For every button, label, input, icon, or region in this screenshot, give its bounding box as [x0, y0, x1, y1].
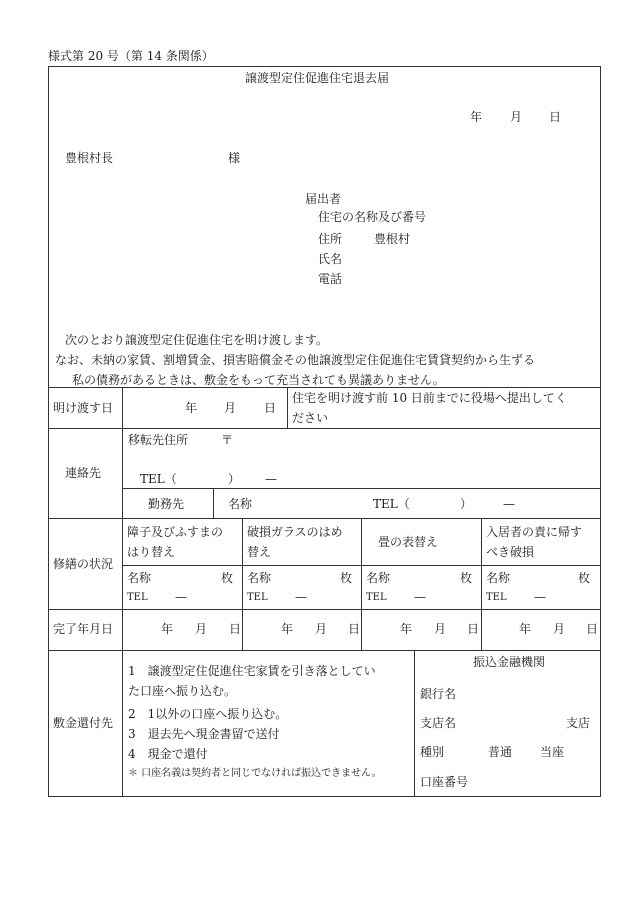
workplace-name-label: 名称	[228, 497, 253, 511]
date-month-label: 月	[510, 110, 523, 124]
completion-month-3: 月	[434, 622, 447, 636]
repair-col-2-dash: —	[295, 590, 307, 604]
deposit-option-1-line-1: 1 譲渡型定住促進住宅家賃を引き落としてい	[128, 664, 376, 678]
date-day-label: 日	[549, 110, 562, 124]
vacate-date-label: 明け渡す日	[53, 401, 114, 415]
contact-tel-dash: —	[265, 472, 277, 486]
repair-col-4-dash: —	[534, 590, 546, 604]
repair-col-3-dash: —	[414, 590, 426, 604]
deposit-option-4: 4 現金で還付	[128, 747, 208, 761]
contact-label: 連絡先	[65, 466, 102, 480]
completion-label: 完了年月日	[53, 622, 114, 636]
branch-suffix: 支店	[566, 716, 591, 730]
account-type-label: 種別	[420, 745, 445, 759]
form-number-label: 様式第 20 号（第 14 条関係）	[48, 49, 214, 63]
house-name-number-label: 住宅の名称及び番号	[318, 210, 427, 224]
repair-col-1-name: 名称	[127, 571, 152, 585]
account-number-label: 口座番号	[420, 775, 469, 789]
workplace-tel-close: ）	[460, 497, 473, 511]
repair-col-2-tel: TEL	[247, 592, 268, 603]
repair-col-2-title-2: 替え	[247, 545, 272, 559]
contact-tel-close: ）	[228, 472, 241, 486]
completion-month-1: 月	[195, 622, 208, 636]
applicant-name-label: 氏名	[318, 252, 343, 266]
bank-name-label: 銀行名	[420, 687, 457, 701]
repair-col-2-name: 名称	[247, 571, 272, 585]
addressee-name: 豊根村長	[65, 151, 114, 165]
statement-line-3: 私の債務があるときは、敷金をもって充当されても異議ありません。	[72, 373, 445, 387]
repair-col-1-title-2: はり替え	[127, 545, 176, 559]
repair-col-4-title-1: 入居者の責に帰す	[486, 525, 583, 539]
workplace-tel-open: TEL（	[373, 497, 410, 511]
statement-line-2: なお、未納の家賃、割増賃金、損害賠償金その他譲渡型定住促進住宅賃貸契約から生ずる	[55, 353, 536, 367]
workplace-tel-dash: —	[503, 497, 515, 511]
completion-day-4: 日	[586, 622, 599, 636]
deposit-label: 敷金還付先	[53, 716, 114, 730]
completion-year-1: 年	[161, 622, 174, 636]
account-type-futsu: 普通	[488, 745, 513, 759]
deposit-option-3: 3 退去先へ現金書留で送付	[128, 727, 280, 741]
repair-col-3-name: 名称	[366, 571, 391, 585]
postal-mark: 〒	[221, 433, 234, 447]
repair-col-3-title-1: 畳の表替え	[378, 535, 439, 549]
completion-month-4: 月	[553, 622, 566, 636]
applicant-address-label: 住所	[318, 232, 343, 246]
vacate-day-label: 日	[264, 401, 277, 415]
bank-heading: 振込金融機関	[473, 655, 546, 669]
workplace-label: 勤務先	[148, 497, 185, 511]
repair-col-4-title-2: べき破損	[486, 545, 535, 559]
repair-col-4-tel: TEL	[486, 592, 507, 603]
form-title: 譲渡型定住促進住宅退去届	[245, 71, 390, 85]
vacate-year-label: 年	[185, 401, 198, 415]
repair-col-3-unit: 枚	[460, 571, 473, 585]
completion-month-2: 月	[315, 622, 328, 636]
completion-year-4: 年	[519, 622, 532, 636]
contact-tel-open: TEL（	[140, 472, 177, 486]
deposit-option-1-line-2: た口座へ振り込む。	[128, 684, 237, 698]
completion-year-3: 年	[400, 622, 413, 636]
branch-name-label: 支店名	[420, 716, 457, 730]
addressee-honorific: 様	[228, 151, 241, 165]
date-year-label: 年	[470, 110, 483, 124]
applicant-address-value: 豊根村	[374, 232, 411, 246]
vacate-month-label: 月	[224, 401, 237, 415]
repair-col-4-name: 名称	[486, 571, 511, 585]
repair-col-2-unit: 枚	[340, 571, 353, 585]
repair-col-1-unit: 枚	[221, 571, 234, 585]
completion-day-3: 日	[467, 622, 480, 636]
completion-year-2: 年	[281, 622, 294, 636]
statement-line-1: 次のとおり譲渡型定住促進住宅を明け渡します。	[65, 333, 329, 347]
repair-col-2-title-1: 破損ガラスのはめ	[247, 525, 343, 539]
applicant-phone-label: 電話	[318, 272, 343, 286]
applicant-heading: 届出者	[305, 192, 342, 206]
repair-col-4-unit: 枚	[578, 571, 591, 585]
deposit-note: ＊ 口座名義は契約者と同じでなければ振込できません。	[128, 768, 382, 779]
completion-day-1: 日	[229, 622, 242, 636]
repair-col-1-title-1: 障子及びふすまの	[127, 525, 224, 539]
repair-col-3-tel: TEL	[366, 592, 387, 603]
repair-col-1-tel: TEL	[127, 592, 148, 603]
completion-day-2: 日	[348, 622, 361, 636]
repair-col-1-dash: —	[175, 590, 187, 604]
repairs-label: 修繕の状況	[53, 557, 114, 571]
new-address-label: 移転先住所	[128, 433, 189, 447]
vacate-note-line-1: 住宅を明け渡す前 10 日前までに役場へ提出してく	[292, 391, 567, 405]
deposit-option-2: 2 1以外の口座へ振り込む。	[128, 707, 288, 721]
vacate-note-line-2: ださい	[292, 411, 329, 425]
account-type-toza: 当座	[540, 745, 565, 759]
